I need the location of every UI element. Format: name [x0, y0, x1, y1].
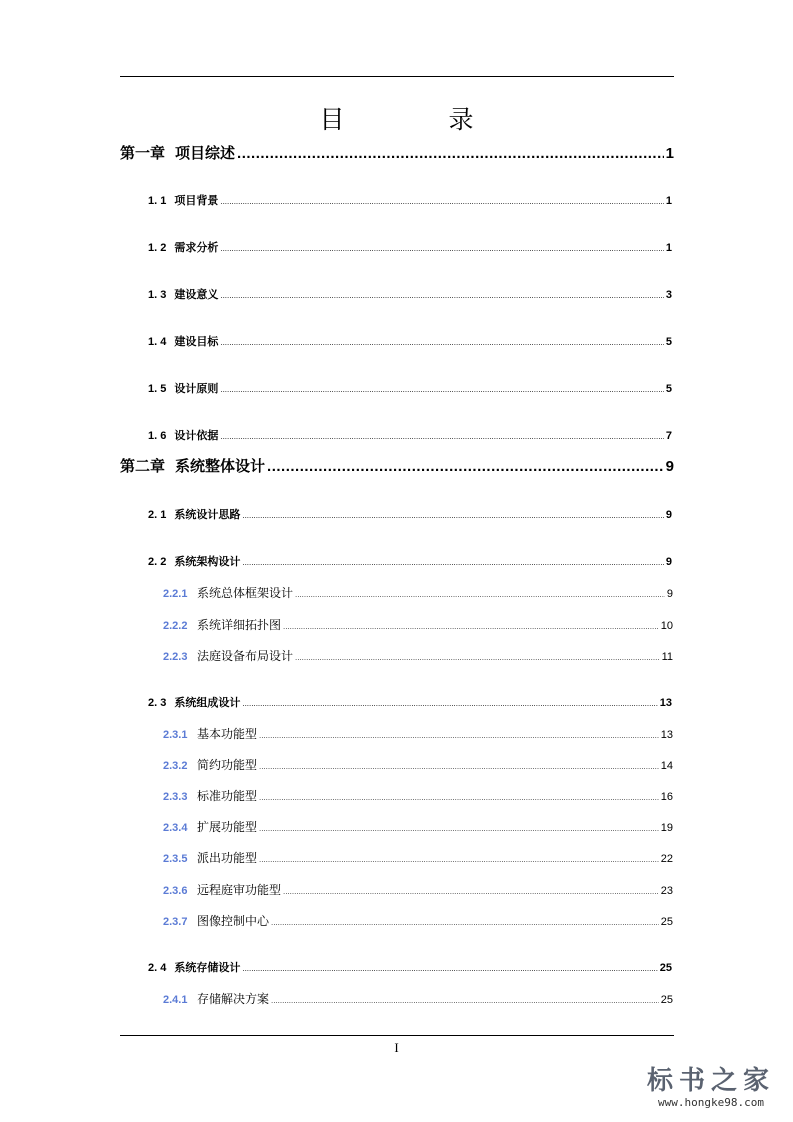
toc-entry-page: 14: [660, 760, 673, 772]
toc-entry-page: 9: [665, 458, 674, 475]
toc-entry[interactable]: [120, 143, 674, 165]
toc-leader-dots: [220, 193, 664, 210]
toc-entry-page: 25: [660, 916, 673, 928]
header-rule: [120, 76, 674, 77]
toc-entry-label: 扩展功能型: [197, 820, 258, 834]
toc-entry[interactable]: [163, 647, 673, 665]
toc-entry-page: 25: [660, 994, 673, 1006]
toc-entry-number: 2. 4: [148, 962, 167, 974]
toc-entry-number: 第一章: [120, 145, 166, 162]
toc-entry-label: 设计原则: [174, 383, 219, 395]
toc-entry[interactable]: [148, 333, 672, 351]
toc-leader-dots: [259, 851, 659, 867]
toc-entry[interactable]: [148, 959, 672, 977]
toc-entry-label: 建设目标: [174, 336, 219, 348]
toc-leader-dots: [259, 727, 659, 743]
toc-entry-label: 简约功能型: [197, 758, 258, 772]
toc-leader-dots: [220, 240, 664, 257]
toc-entry-number: 1. 5: [148, 383, 167, 395]
toc-leader-dots: [267, 456, 664, 478]
toc-entry-page: 16: [660, 791, 673, 803]
toc-entry[interactable]: [163, 616, 673, 634]
toc-entry-page: 9: [665, 556, 672, 568]
toc-entry-number: 2.3.3: [163, 791, 188, 803]
toc-entry-label: 系统设计思路: [174, 509, 241, 521]
toc-entry-label: 系统详细拓扑图: [197, 618, 282, 632]
toc-entry-number: 2.3.4: [163, 822, 188, 834]
toc-entry-page: 9: [666, 588, 673, 600]
toc-leader-dots: [242, 554, 664, 571]
toc-leader-dots: [271, 914, 659, 930]
toc-entry-label: 项目综述: [175, 145, 236, 162]
toc-entry-label: 基本功能型: [197, 727, 258, 741]
toc-entry-number: 1. 6: [148, 430, 167, 442]
toc-entry-page: 9: [665, 509, 672, 521]
toc-entry-number: 2.3.1: [163, 729, 188, 741]
toc-entry-label: 建设意义: [174, 289, 219, 301]
toc-leader-dots: [242, 960, 657, 977]
toc-entry[interactable]: [148, 694, 672, 712]
toc-entry-number: 2.2.2: [163, 620, 188, 632]
toc-entry-page: 5: [665, 336, 672, 348]
page-title: 目 录: [319, 105, 522, 134]
watermark-brand: 标书之家: [646, 1066, 775, 1096]
toc-entry[interactable]: [163, 849, 673, 867]
toc-entry-page: 11: [661, 651, 673, 663]
toc-entry[interactable]: [148, 553, 672, 571]
toc-entry[interactable]: [163, 818, 673, 836]
toc-leader-dots: [259, 758, 659, 774]
toc-entry-number: 1. 3: [148, 289, 167, 301]
toc-entry-number: 2.2.1: [163, 588, 188, 600]
toc-entry[interactable]: [163, 990, 673, 1008]
toc-entry-page: 13: [660, 729, 673, 741]
toc-entry-number: 2.4.1: [163, 994, 188, 1006]
toc-entry-number: 1. 4: [148, 336, 167, 348]
toc-entry-page: 5: [665, 383, 672, 395]
page-number: I: [394, 1040, 399, 1055]
toc-leader-dots: [220, 334, 664, 351]
toc-leader-dots: [220, 428, 664, 445]
toc-entry-label: 派出功能型: [197, 851, 258, 865]
toc-entry-page: 19: [660, 822, 673, 834]
toc-leader-dots: [259, 820, 659, 836]
toc-entry-number: 2.3.6: [163, 885, 188, 897]
toc-entry[interactable]: [148, 286, 672, 304]
toc-leader-dots: [283, 618, 659, 634]
toc-entry[interactable]: [148, 380, 672, 398]
toc-entry-page: 23: [660, 885, 673, 897]
toc-leader-dots: [220, 381, 664, 398]
footer-rule: [120, 1035, 674, 1036]
toc-entry[interactable]: [148, 506, 672, 524]
toc-entry-page: 1: [665, 145, 674, 162]
toc-entry-page: 7: [665, 430, 672, 442]
toc-entry-label: 项目背景: [174, 195, 219, 207]
toc-entry-page: 1: [665, 242, 672, 254]
toc-entry-number: 2. 2: [148, 556, 167, 568]
toc-entry-page: 25: [659, 962, 672, 974]
toc-leader-dots: [295, 649, 660, 665]
watermark: [641, 1066, 781, 1110]
toc-leader-dots: [295, 586, 665, 602]
toc-entry-page: 22: [660, 853, 673, 865]
watermark-url: www.hongke98.com: [658, 1096, 764, 1109]
toc-entry-number: 第二章: [120, 458, 166, 475]
toc-entry-label: 系统总体框架设计: [197, 586, 294, 600]
toc-entry[interactable]: [120, 456, 674, 478]
toc-entry-number: 2.3.5: [163, 853, 188, 865]
toc-entry[interactable]: [148, 239, 672, 257]
toc-entry[interactable]: [148, 192, 672, 210]
toc-entry[interactable]: [163, 584, 673, 602]
toc-entry[interactable]: [163, 881, 673, 899]
toc-entry-label: 法庭设备布局设计: [197, 649, 294, 663]
toc-entry-number: 1. 1: [148, 195, 167, 207]
toc-entry-label: 系统整体设计: [175, 458, 266, 475]
toc-entry[interactable]: [163, 787, 673, 805]
toc-leader-dots: [242, 695, 657, 712]
toc-entry-number: 1. 2: [148, 242, 167, 254]
toc-entry-page: 10: [660, 620, 673, 632]
toc-entry[interactable]: [148, 427, 672, 445]
toc-entry-page: 13: [659, 697, 672, 709]
toc-entry-label: 远程庭审功能型: [197, 883, 282, 897]
toc-entry-label: 设计依据: [174, 430, 219, 442]
toc-entry-label: 图像控制中心: [197, 914, 270, 928]
toc-leader-dots: [259, 789, 659, 805]
toc-entry-number: 2.2.3: [163, 651, 188, 663]
toc-entry-label: 标准功能型: [197, 789, 258, 803]
toc-leader-dots: [237, 143, 664, 165]
toc-entry-number: 2. 1: [148, 509, 167, 521]
toc-entry-label: 需求分析: [174, 242, 219, 254]
toc-leader-dots: [271, 992, 659, 1008]
toc-entry-page: 3: [665, 289, 672, 301]
toc-entry-label: 系统存储设计: [174, 962, 241, 974]
toc-entry-page: 1: [665, 195, 672, 207]
toc-entry-number: 2.3.2: [163, 760, 188, 772]
toc-entry-label: 存储解决方案: [197, 992, 270, 1006]
toc-entry[interactable]: [163, 912, 673, 930]
toc-entry-number: 2.3.7: [163, 916, 188, 928]
toc-entry[interactable]: [163, 725, 673, 743]
toc-leader-dots: [220, 287, 664, 304]
toc-entry-number: 2. 3: [148, 697, 167, 709]
toc-entry-label: 系统组成设计: [174, 697, 241, 709]
toc-entry[interactable]: [163, 756, 673, 774]
toc-leader-dots: [242, 507, 664, 524]
toc-leader-dots: [283, 883, 659, 899]
toc-entry-label: 系统架构设计: [174, 556, 241, 568]
